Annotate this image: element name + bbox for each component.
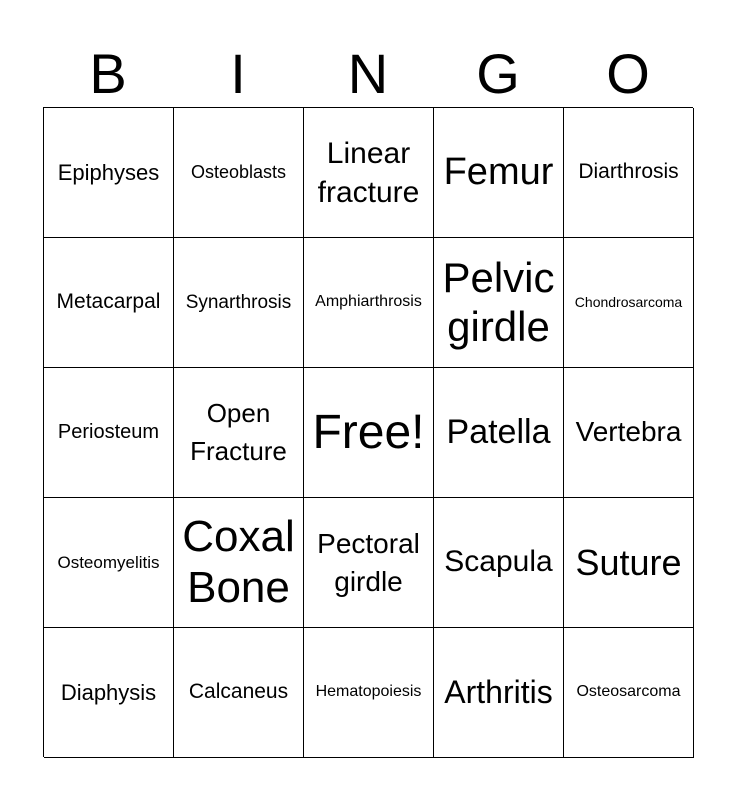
bingo-cell [304,368,434,498]
bingo-cell [44,368,174,498]
bingo-cell [44,238,174,368]
bingo-cell [434,628,564,758]
cell-text: Osteomyelitis [57,552,160,572]
bingo-cell [174,368,304,498]
cell-text: Hematopoiesis [315,683,422,701]
bingo-cell [304,628,434,758]
cell-text: Chondrosarcoma [574,294,683,311]
bingo-cell [304,498,434,628]
header-letter-i: I [230,42,246,105]
header-letter-b: B [89,42,127,105]
cell-text: Pectoral girdle [317,527,420,597]
cell-text: Epiphyses [57,159,160,185]
bingo-cell [434,498,564,628]
cell-text: Open Fracture [190,397,287,466]
bingo-cell [44,628,174,758]
bingo-cell [174,108,304,238]
cell-text: Osteosarcoma [576,683,681,701]
bingo-cell [174,498,304,628]
header-letter-n: N [347,42,389,105]
bingo-cell [434,238,564,368]
bingo-cell [44,498,174,628]
bingo-cell [44,108,174,238]
cell-text: Osteoblasts [190,162,287,183]
cell-text: Scapula [444,545,553,579]
cell-text: Free! [312,405,425,459]
cell-text: Coxal Bone [182,511,295,612]
bingo-header [43,40,693,108]
cell-text: Linear fracture [317,136,420,209]
bingo-cell [564,108,694,238]
bingo-cell [174,238,304,368]
cell-text: Synarthrosis [185,291,292,313]
bingo-cell [174,628,304,758]
bingo-cell [434,108,564,238]
header-letter-o: O [606,42,650,105]
bingo-cell [564,498,694,628]
bingo-cell [434,368,564,498]
cell-text: Vertebra [575,416,682,448]
bingo-cell [564,628,694,758]
bingo-cell [564,238,694,368]
header-letter-g: G [476,42,520,105]
bingo-grid [43,107,693,757]
cell-text: Suture [575,541,682,583]
cell-text: Calcaneus [188,680,289,704]
cell-text: Femur [443,150,554,193]
cell-text: Arthritis [444,674,553,711]
cell-text: Periosteum [57,421,160,443]
cell-text: Patella [446,412,551,451]
cell-text: Pelvic girdle [442,254,555,350]
bingo-cell [564,368,694,498]
bingo-cell [304,238,434,368]
cell-text: Diaphysis [60,679,157,705]
bingo-cell [304,108,434,238]
cell-text: Metacarpal [56,290,161,314]
cell-text: Amphiarthrosis [315,293,422,311]
cell-text: Diarthrosis [578,160,679,184]
